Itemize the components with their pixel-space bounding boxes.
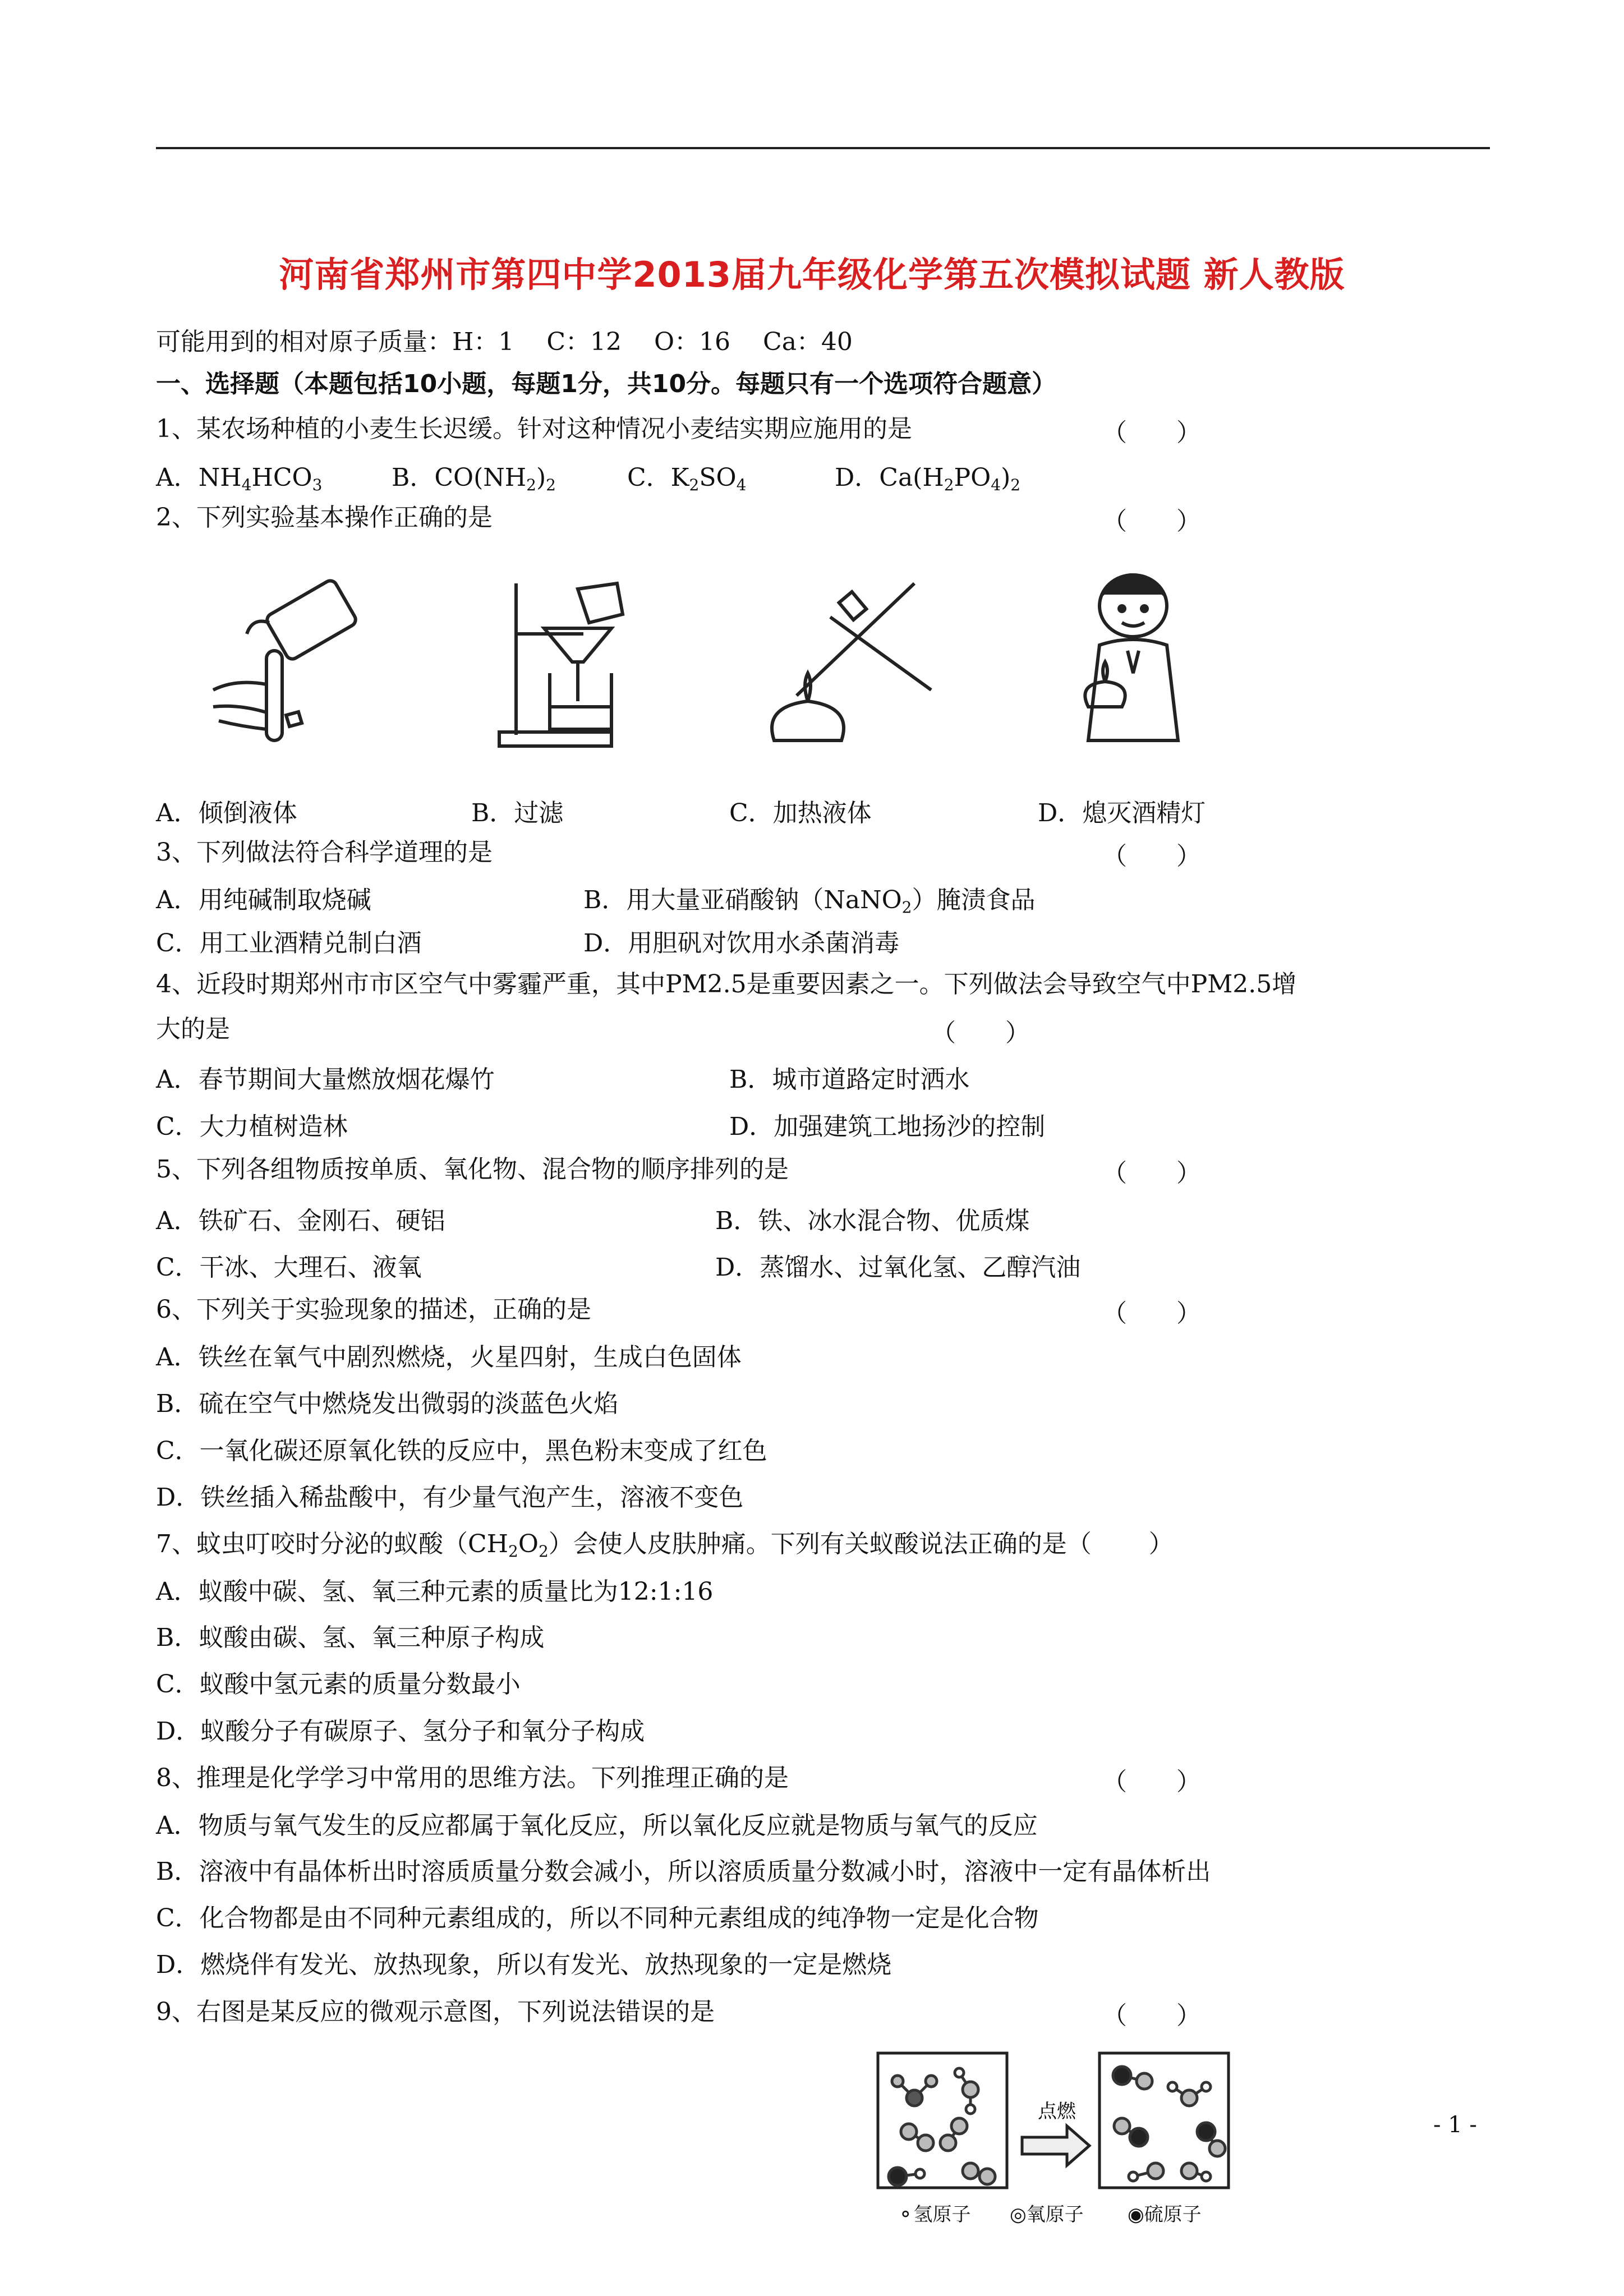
figure-extinguishing-lamp bbox=[1066, 567, 1212, 752]
q9-stem: 9、右图是某反应的微观示意图，下列说法错误的是 bbox=[156, 1998, 715, 2026]
q7-option-a: A．蚁酸中碳、氢、氧三种元素的质量比为12:1:16 bbox=[156, 1577, 714, 1606]
q9-answer-blank: （ ） bbox=[1102, 2001, 1201, 2030]
q7-option-d: D．蚁酸分子有碳原子、氢分子和氧分子构成 bbox=[156, 1717, 645, 1746]
q8-option-b: B．溶液中有晶体析出时溶质质量分数会减小，所以溶质质量分数减小时，溶液中一定有晶体析出 bbox=[156, 1857, 1211, 1886]
q3-option-c: C．用工业酒精兑制白酒 bbox=[156, 929, 422, 958]
arrow-label: 点燃 bbox=[1038, 2100, 1076, 2123]
q4-stem-line2: 大的是 bbox=[156, 1015, 230, 1043]
arrow-icon bbox=[1022, 2126, 1089, 2165]
q7-option-b: B．蚁酸由碳、氢、氧三种原子构成 bbox=[156, 1623, 545, 1652]
page-title: 河南省郑州市第四中学2013届九年级化学第五次模拟试题 新人教版 bbox=[279, 254, 1345, 295]
legend-sulfur-icon: ◉ bbox=[1128, 2203, 1144, 2226]
q4-option-b: B．城市道路定时洒水 bbox=[729, 1065, 970, 1094]
q6-option-a: A．铁丝在氧气中剧烈燃烧，火星四射，生成白色固体 bbox=[156, 1343, 742, 1372]
q1-option-c: C．$K_2SO_4$ bbox=[627, 463, 747, 494]
q5-option-a: A．铁矿石、金刚石、硬铝 bbox=[156, 1207, 445, 1235]
figure-filtration bbox=[488, 572, 634, 752]
legend-oxygen: ◎氧原子 bbox=[1010, 2203, 1084, 2226]
legend-sulfur: ◉硫原子 bbox=[1128, 2203, 1202, 2226]
legend-hydrogen-icon: ⚬ bbox=[898, 2203, 914, 2226]
q3-answer-blank: （ ） bbox=[1102, 842, 1201, 871]
q4-answer-blank: （ ） bbox=[931, 1019, 1030, 1047]
q3-option-d: D．用胆矾对饮用水杀菌消毒 bbox=[583, 929, 900, 958]
q1-answer-blank: （ ） bbox=[1102, 418, 1201, 447]
q6-option-d: D．铁丝插入稀盐酸中，有少量气泡产生，溶液不变色 bbox=[156, 1483, 744, 1512]
q2-option-c: C．加热液体 bbox=[729, 799, 872, 827]
q1-option-d: D．$Ca(H_2PO_4)_2$ bbox=[835, 463, 1021, 494]
section-heading: 一、选择题（本题包括10小题，每题1分，共10分。每题只有一个选项符合题意） bbox=[156, 370, 1057, 398]
q8-option-a: A．物质与氧气发生的反应都属于氧化反应，所以氧化反应就是物质与氧气的反应 bbox=[156, 1811, 1038, 1840]
q3-stem: 3、下列做法符合科学道理的是 bbox=[156, 838, 493, 867]
q4-stem-line1: 4、近段时期郑州市市区空气中雾霾严重，其中PM2.5是重要因素之一。下列做法会导致空气中PM2.5增 bbox=[156, 970, 1297, 999]
header-rule bbox=[156, 147, 1490, 149]
q7-option-c: C．蚁酸中氢元素的质量分数最小 bbox=[156, 1670, 521, 1699]
q5-option-b: B．铁、冰水混合物、优质煤 bbox=[715, 1207, 1030, 1235]
q5-option-d: D．蒸馏水、过氧化氢、乙醇汽油 bbox=[715, 1253, 1081, 1282]
q2-option-b: B．过滤 bbox=[471, 799, 564, 827]
q2-answer-blank: （ ） bbox=[1102, 507, 1201, 536]
page-number: - 1 - bbox=[1433, 2112, 1477, 2138]
q5-stem: 5、下列各组物质按单质、氧化物、混合物的顺序排列的是 bbox=[156, 1155, 789, 1184]
q5-answer-blank: （ ） bbox=[1102, 1159, 1201, 1188]
q4-option-a: A．春节期间大量燃放烟花爆竹 bbox=[156, 1065, 495, 1094]
q5-option-c: C．干冰、大理石、液氧 bbox=[156, 1253, 422, 1282]
q1-stem: 1、某农场种植的小麦生长迟缓。针对这种情况小麦结实期应施用的是 bbox=[156, 415, 912, 443]
reaction-diagram bbox=[875, 2047, 1257, 2193]
q7-stem: 7、蚊虫叮咬时分泌的蚁酸$(CH_2O_2)$会使人皮肤肿痛。下列有关蚁酸说法正确的是（ ） bbox=[156, 1530, 1174, 1561]
q4-option-d: D．加强建筑工地扬沙的控制 bbox=[729, 1112, 1046, 1141]
q2-option-a: A．倾倒液体 bbox=[156, 799, 297, 827]
q8-answer-blank: （ ） bbox=[1102, 1768, 1201, 1796]
figure-pouring-liquid bbox=[202, 572, 370, 752]
q1-option-b: B．$CO(NH_2)_2$ bbox=[392, 463, 556, 494]
q6-stem: 6、下列关于实验现象的描述，正确的是 bbox=[156, 1295, 591, 1324]
q3-option-a: A．用纯碱制取烧碱 bbox=[156, 886, 371, 914]
q1-option-a: A．$NH_4HCO_3$ bbox=[156, 463, 323, 494]
q8-option-c: C．化合物都是由不同种元素组成的，所以不同种元素组成的纯净物一定是化合物 bbox=[156, 1904, 1039, 1932]
q6-option-c: C．一氧化碳还原氧化铁的反应中，黑色粉末变成了红色 bbox=[156, 1437, 767, 1465]
q8-stem: 8、推理是化学学习中常用的思维方法。下列推理正确的是 bbox=[156, 1764, 789, 1792]
q6-answer-blank: （ ） bbox=[1102, 1299, 1201, 1328]
legend-hydrogen: ⚬氢原子 bbox=[898, 2203, 971, 2226]
q8-option-d: D．燃烧伴有发光、放热现象，所以有发光、放热现象的一定是燃烧 bbox=[156, 1950, 892, 1979]
q2-option-d: D．熄灭酒精灯 bbox=[1038, 799, 1206, 827]
atomic-masses: 可能用到的相对原子质量：H：1 C：12 O：16 Ca：40 bbox=[156, 328, 853, 356]
q4-option-c: C．大力植树造林 bbox=[156, 1112, 348, 1141]
figure-heating-liquid bbox=[752, 572, 937, 752]
legend-oxygen-icon: ◎ bbox=[1010, 2203, 1027, 2226]
q2-stem: 2、下列实验基本操作正确的是 bbox=[156, 503, 493, 532]
q3-option-b: B．用大量亚硝酸钠（NaNO$_2$）腌渍食品 bbox=[583, 886, 1036, 917]
q6-option-b: B．硫在空气中燃烧发出微弱的淡蓝色火焰 bbox=[156, 1389, 619, 1418]
